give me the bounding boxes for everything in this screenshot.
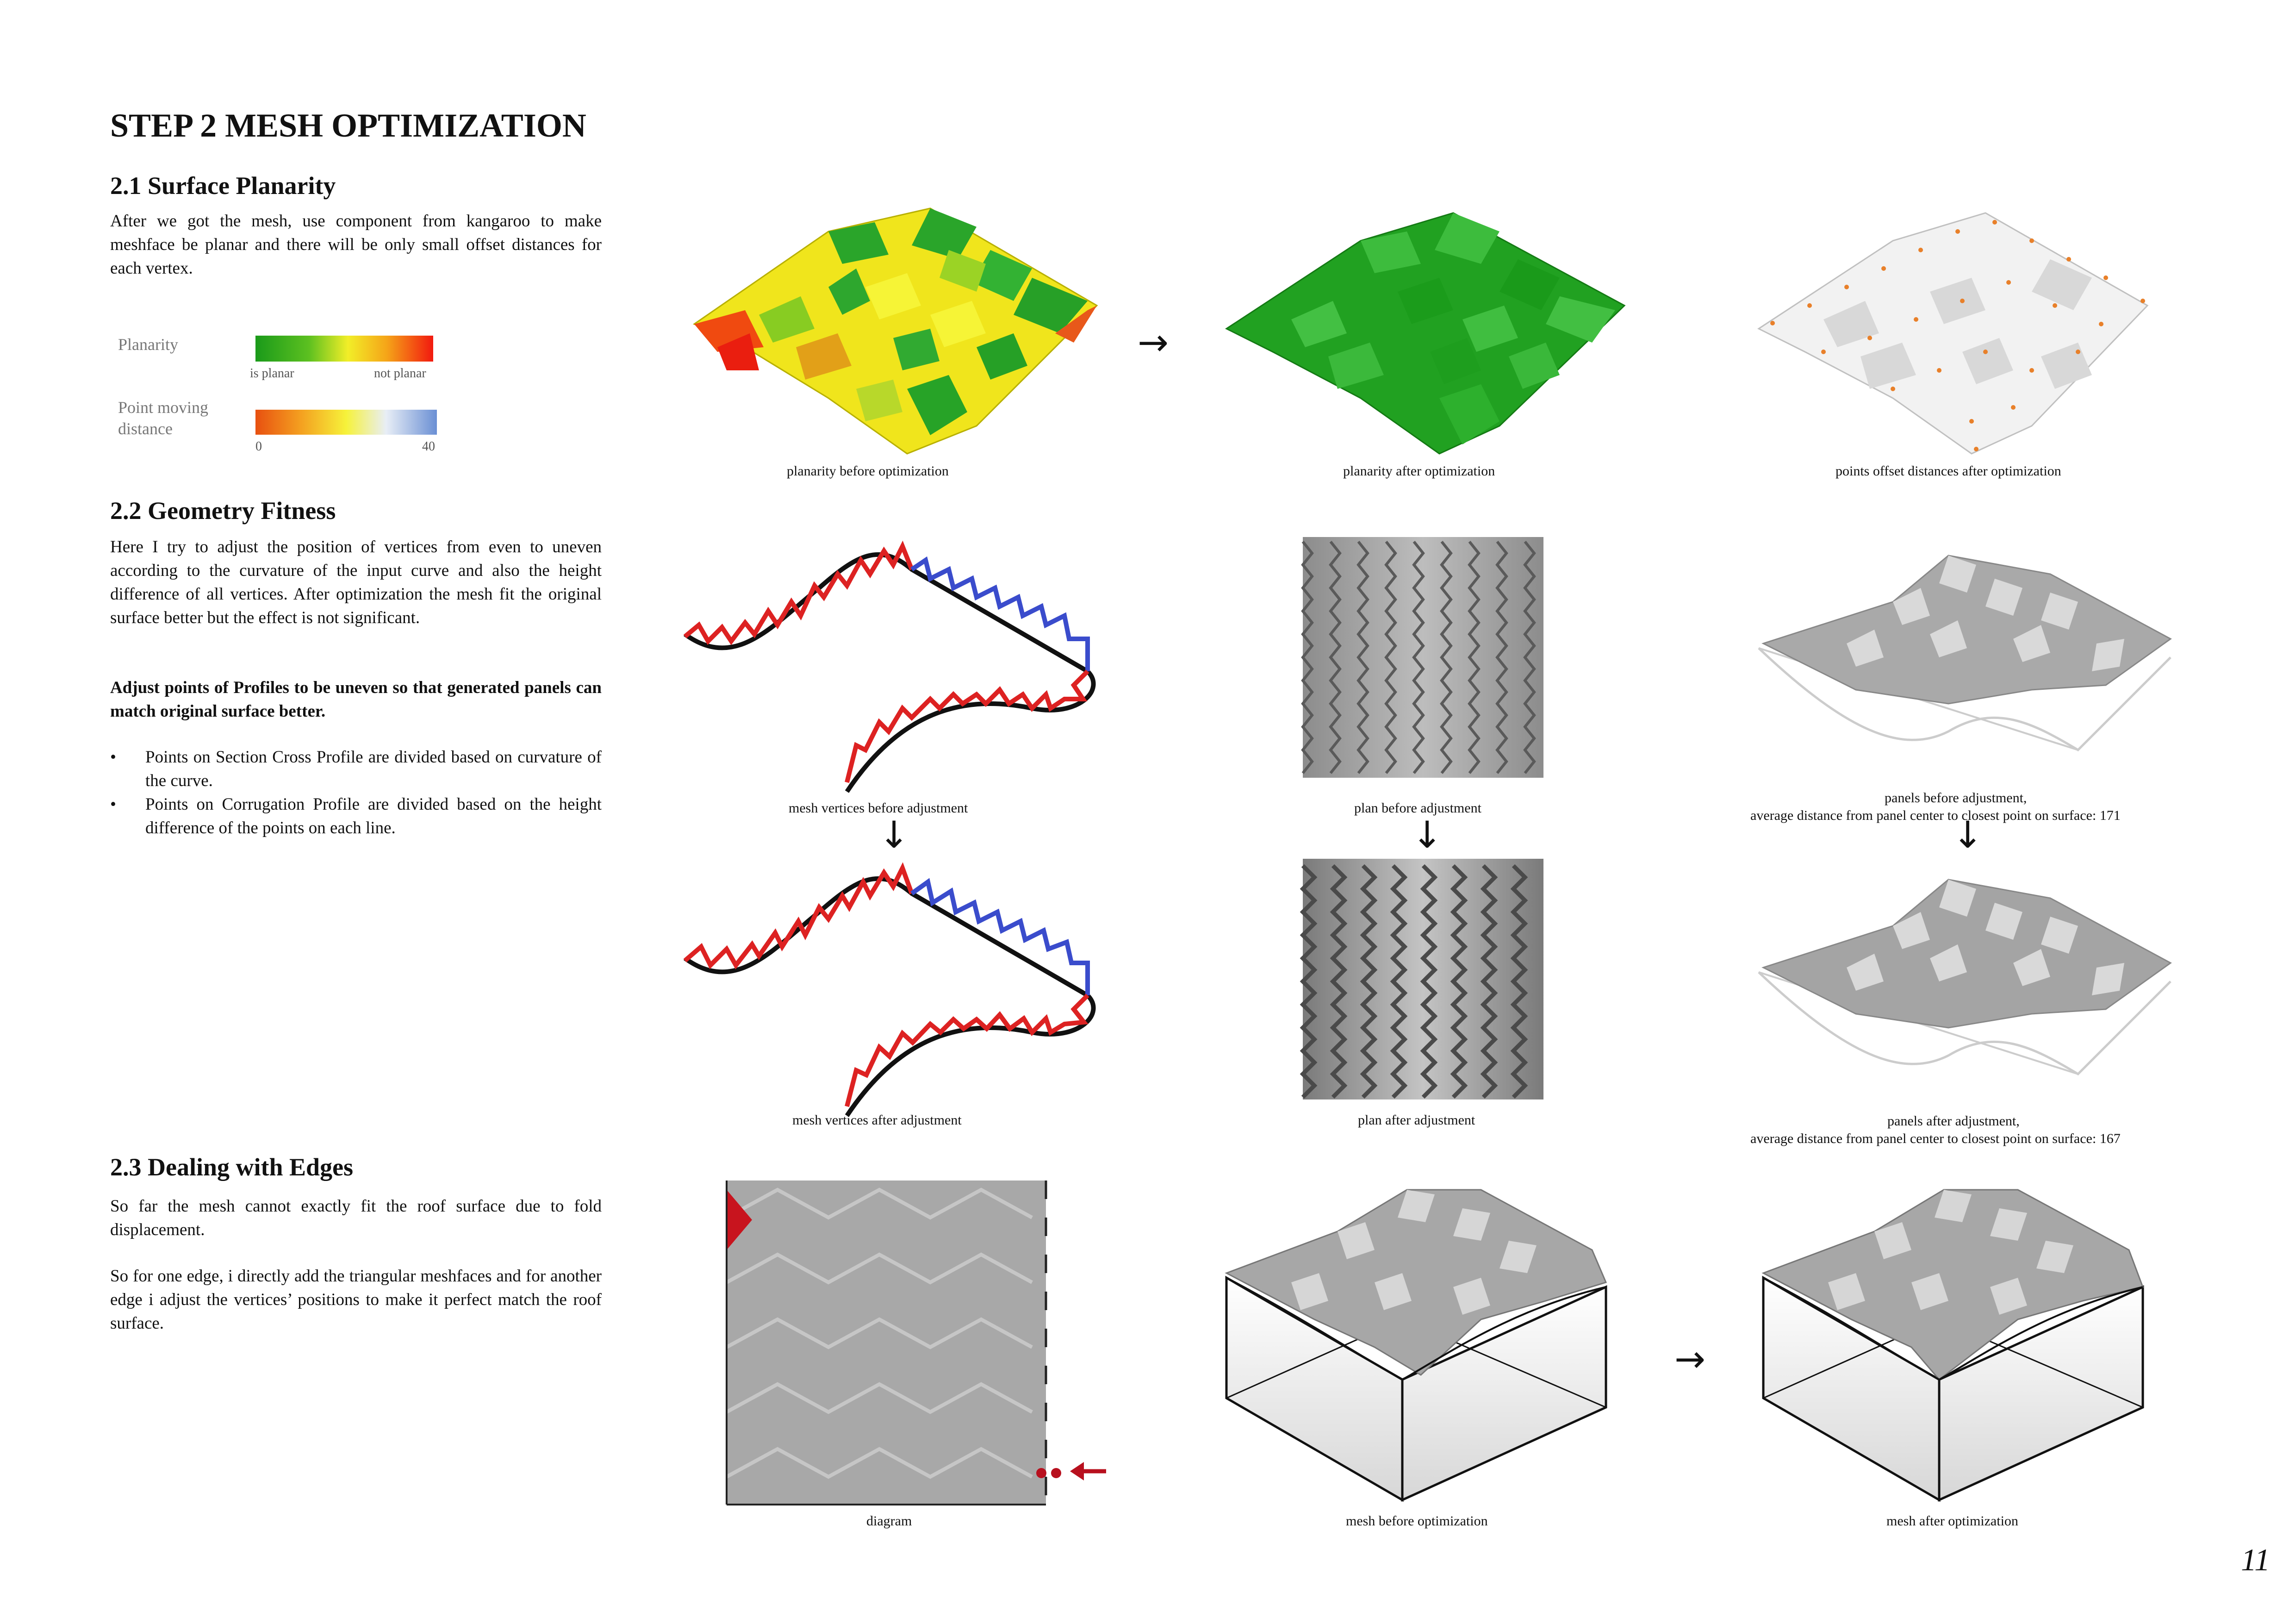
legend-move-label-1: Point moving	[118, 398, 209, 417]
panels-before	[1754, 537, 2180, 759]
legend-move-min: 0	[255, 439, 262, 454]
mesh-planarity-after	[1222, 204, 1629, 454]
fitness-bullets	[110, 745, 602, 840]
planarity-text: After we got the mesh, use component from kangaroo to make meshface be planar and there will be only small offset distances for each vertex.	[110, 212, 602, 278]
legend-planar-max: not planar	[374, 366, 426, 381]
legend-move-label-2: distance	[118, 419, 173, 438]
edges-text-2: So for one edge, i directly add the triangular meshfaces and for another edge i adjust the vertices’ positions to make it perfect match the roof surface.	[110, 1267, 602, 1333]
caption-offset-after: points offset distances after optimization	[1836, 463, 2061, 479]
section-title-edges: 2.3 Dealing with Edges	[110, 1153, 354, 1181]
distance-gradient-bar	[255, 410, 437, 435]
plan-before	[1303, 537, 1543, 778]
edge-diagram	[727, 1181, 1111, 1514]
section-title-planarity: 2.1 Surface Planarity	[110, 172, 336, 200]
section-title-fitness: 2.2 Geometry Fitness	[110, 497, 336, 525]
caption-plan-after: plan after adjustment	[1358, 1112, 1475, 1128]
mesh-edge-after	[1759, 1181, 2157, 1505]
fitness-text: Here I try to adjust the position of vertices from even to uneven according to the curvature of the input curve and also the height difference of all vertices. After optimization the mesh fit the original surface better but the effect is not significant.	[110, 537, 602, 627]
page-number: 11	[2241, 1542, 2270, 1577]
caption-panels-before-2: average distance from panel center to closest point on surface: 171	[1750, 808, 2121, 823]
red-arrow-left-icon	[1070, 1462, 1106, 1480]
caption-plan-before: plan before adjustment	[1354, 800, 1481, 816]
caption-panels-after-1: panels after adjustment,	[1887, 1113, 2020, 1129]
caption-vertices-before: mesh vertices before adjustment	[789, 800, 968, 816]
panels-after	[1754, 861, 2180, 1083]
legend-planarity-label: Planarity	[118, 335, 178, 354]
edges-text-1: So far the mesh cannot exactly fit the roof surface due to fold displacement.	[110, 1197, 602, 1239]
fitness-bold-text: Adjust points of Profiles to be uneven so that generated panels can match original surface better.	[110, 678, 602, 721]
bullet-1: • Points on Section Cross Profile are divided based on curvature of the curve.	[110, 745, 602, 793]
legend-move-max: 40	[422, 439, 435, 454]
mesh-planarity-before	[690, 194, 1106, 454]
caption-panels-before-1: panels before adjustment,	[1885, 790, 2027, 806]
caption-mesh-before: mesh before optimization	[1346, 1513, 1488, 1529]
arrow-right-icon-2: →	[1674, 1337, 1706, 1380]
profile-curve-after	[680, 856, 1106, 1116]
legend-planar-min: is planar	[250, 366, 294, 381]
arrow-right-icon: →	[1138, 321, 1169, 364]
caption-mesh-after: mesh after optimization	[1886, 1513, 2018, 1529]
caption-planarity-after: planarity after optimization	[1343, 463, 1495, 479]
mesh-edge-before	[1222, 1181, 1620, 1505]
profile-curve-before	[680, 532, 1106, 792]
caption-vertices-after: mesh vertices after adjustment	[792, 1112, 962, 1128]
planarity-gradient-bar	[255, 336, 433, 362]
bullet-2: • Points on Corrugation Profile are divided based on the height difference of the points on each line.	[110, 793, 602, 840]
caption-panels-after-2: average distance from panel center to closest point on surface: 167	[1750, 1131, 2121, 1146]
caption-planarity-before: planarity before optimization	[787, 463, 949, 479]
arrow-down-icon-2: ↓	[1412, 813, 1443, 856]
plan-after	[1303, 859, 1543, 1099]
arrow-down-icon-3: ↓	[1952, 813, 1984, 856]
page-heading: STEP 2 MESH OPTIMIZATION	[110, 107, 586, 144]
arrow-down-icon-1: ↓	[878, 813, 910, 856]
mesh-offset-points	[1754, 204, 2152, 454]
caption-diagram: diagram	[866, 1513, 912, 1529]
